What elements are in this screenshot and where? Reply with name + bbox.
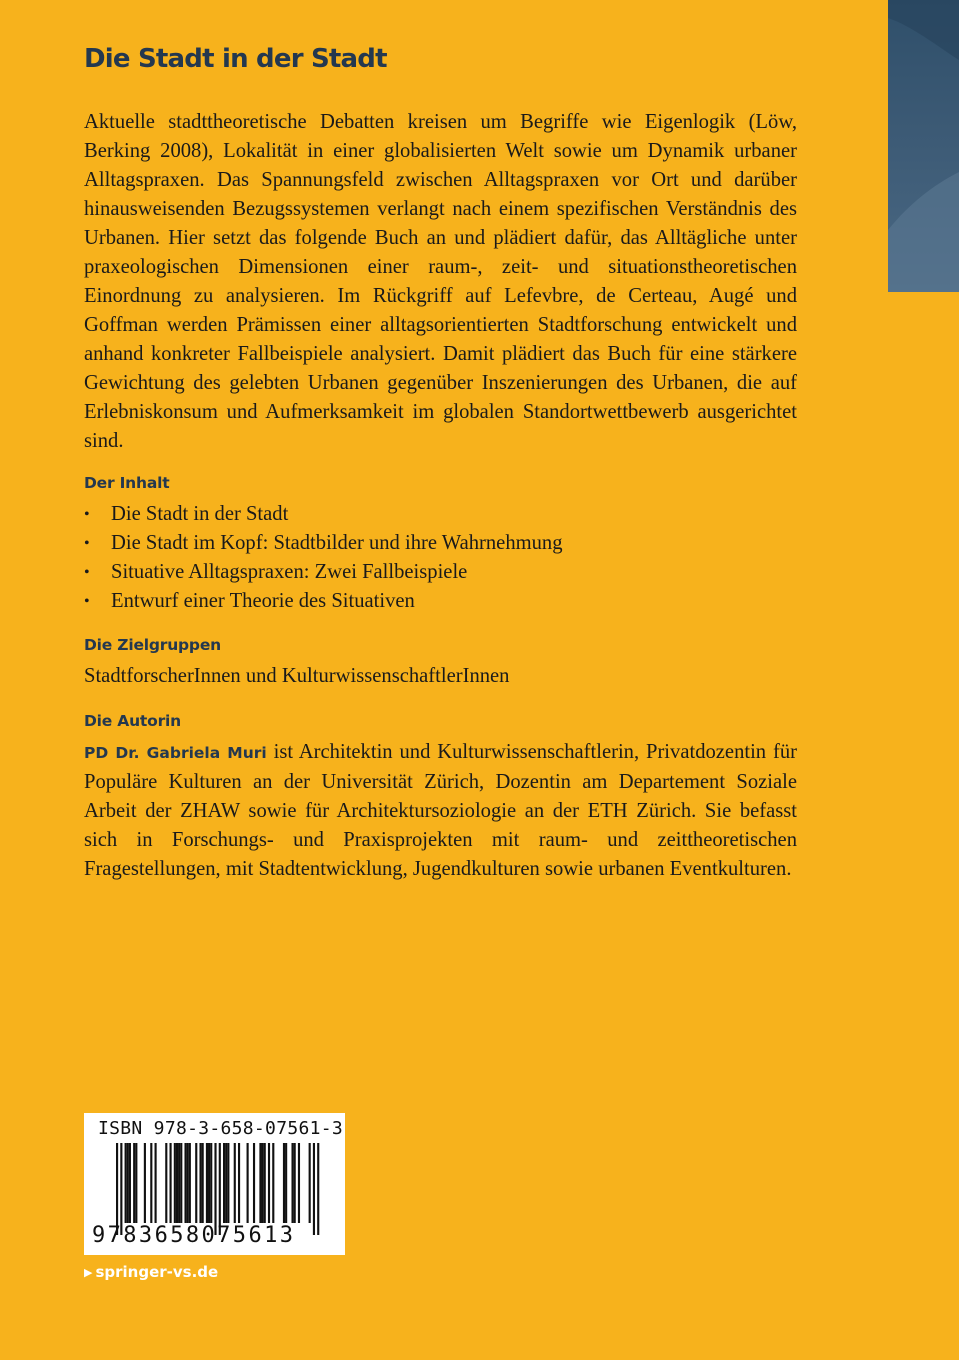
barcode-bar xyxy=(309,1143,311,1223)
list-item-text: Die Stadt im Kopf: Stadtbilder und ihre Wahrnehmung xyxy=(111,532,563,554)
barcode-bar xyxy=(195,1143,197,1223)
list-item xyxy=(84,587,563,616)
author-heading: Die Autorin xyxy=(84,712,181,730)
list-item-text: Situative Alltagspraxen: Zwei Fallbeispiele xyxy=(111,561,468,583)
list-item xyxy=(84,558,563,587)
barcode-bar xyxy=(234,1143,236,1223)
barcode-bar xyxy=(283,1143,285,1223)
barcode-bar xyxy=(225,1143,227,1223)
barcode-bar xyxy=(187,1143,189,1223)
barcode-bar xyxy=(189,1143,191,1223)
bullet-icon: • xyxy=(84,535,90,552)
barcode-bar xyxy=(176,1143,178,1223)
barcode-bar xyxy=(144,1143,146,1223)
barcode-bar xyxy=(238,1143,240,1223)
barcode-bar xyxy=(247,1143,249,1223)
barcode-bar xyxy=(227,1143,229,1223)
book-title: Die Stadt in der Stadt xyxy=(84,44,387,74)
contents-heading: Der Inhalt xyxy=(84,474,170,492)
barcode-bar xyxy=(219,1143,221,1235)
barcode-bar xyxy=(125,1143,127,1223)
arrow-right-icon: ▶ xyxy=(84,1266,93,1279)
barcode-bar xyxy=(150,1143,152,1223)
barcode-bar xyxy=(272,1143,274,1223)
publisher-website-link[interactable] xyxy=(84,1263,218,1281)
barcode-bar xyxy=(170,1143,172,1223)
barcode-bar xyxy=(259,1143,261,1223)
barcode-bar xyxy=(180,1143,182,1223)
barcode-bar xyxy=(298,1143,300,1223)
author-bio xyxy=(84,738,797,884)
barcode-bar xyxy=(165,1143,167,1223)
blurb-paragraph: Aktuelle stadttheoretische Debatten kreisen um Begriffe wie Eigenlogik (Löw, Berking 2008), Lokalität in einer globalisierten Welt sowie um Dynamik urbaner Alltagspraxen. Das Spannungsfeld zwischen Alltagspraxen vor Ort und darüber hinausweisenden Bezugssystemen verlangt nach einem spezifischen Verständnis des Urbanen. Hier setzt das folgende Buch an und plädiert dafür, das Alltägliche unter praxeologischen Dimensionen einer raum-, zeit- und situationstheoretischen Einordnung zu analysieren. Im Rückgriff auf Lefevbre, de Certeau, Augé und Goffman werden Prämissen einer alltagsorientierten Stadtforschung entwickelt und anhand konkreter Fallbeispiele analysiert. Damit plädiert das Buch für eine stärkere Gewichtung des gelebten Urbanen gegenüber Inszenierungen des Urbanen, die auf Erlebniskonsum und Aufmerksamkeit im globalen Standortwettbewerb ausgerichtet sind. xyxy=(84,111,797,452)
website-text: springer-vs.de xyxy=(95,1263,219,1281)
barcode-bar xyxy=(202,1143,204,1223)
barcode-bar xyxy=(253,1143,255,1223)
barcode-bar xyxy=(199,1143,201,1223)
barcode-bar xyxy=(291,1143,293,1223)
ean-digits: 9783658075613 xyxy=(92,1223,296,1248)
author-bio-text: ist Architektin und Kulturwissenschaftlerin, Privatdozentin für Populäre Kulturen an der Universität Zürich, Dozentin am Departement Soziale Arbeit der ZHAW sowie für Architektursoziologie an der ETH Zürich. Sie befasst sich in Forschungs- und Praxisprojekten mit raum- und zeittheoretischen Fragestellungen, mit Stadtentwicklung, Jugendkulturen sowie urbanen Eventkulturen. xyxy=(84,741,797,880)
list-item-text: Die Stadt in der Stadt xyxy=(111,503,289,525)
barcode-bar xyxy=(116,1143,118,1235)
barcode-bar xyxy=(206,1143,208,1223)
barcode-bar xyxy=(127,1143,129,1223)
barcode-bar xyxy=(155,1143,157,1223)
bullet-icon: • xyxy=(84,593,90,610)
barcode-bar xyxy=(178,1143,180,1223)
bullet-icon: • xyxy=(84,506,90,523)
audience-text: StadtforscherInnen und KulturwissenschaftlerInnen xyxy=(84,665,510,687)
barcode-bar xyxy=(262,1143,264,1223)
isbn-label: ISBN 978-3-658-07561-3 xyxy=(98,1118,344,1139)
barcode-bar xyxy=(223,1143,225,1223)
corner-graphic-panel xyxy=(888,0,959,292)
barcode-bar xyxy=(268,1143,270,1223)
barcode-bar xyxy=(214,1143,216,1235)
barcode-bar xyxy=(294,1143,296,1223)
barcode-bar xyxy=(174,1143,176,1223)
barcode-bar xyxy=(264,1143,266,1223)
barcode-bar xyxy=(210,1143,212,1223)
bullet-icon: • xyxy=(84,564,90,581)
list-item xyxy=(84,529,563,558)
barcode-bar xyxy=(184,1143,186,1223)
barcode-bar xyxy=(313,1143,315,1235)
barcode-bar xyxy=(133,1143,135,1223)
corner-swoosh-graphic xyxy=(888,0,959,292)
author-name: PD Dr. Gabriela Muri xyxy=(84,744,267,762)
list-item xyxy=(84,500,563,529)
barcode-bar xyxy=(120,1143,122,1235)
isbn-barcode xyxy=(84,1113,345,1255)
barcode-bar xyxy=(129,1143,131,1223)
contents-list xyxy=(84,500,563,616)
barcode-bar xyxy=(285,1143,287,1223)
barcode-bar xyxy=(135,1143,137,1223)
list-item-text: Entwurf einer Theorie des Situativen xyxy=(111,590,415,612)
barcode-bar xyxy=(317,1143,319,1235)
barcode-bar xyxy=(208,1143,210,1223)
audience-heading: Die Zielgruppen xyxy=(84,636,221,654)
